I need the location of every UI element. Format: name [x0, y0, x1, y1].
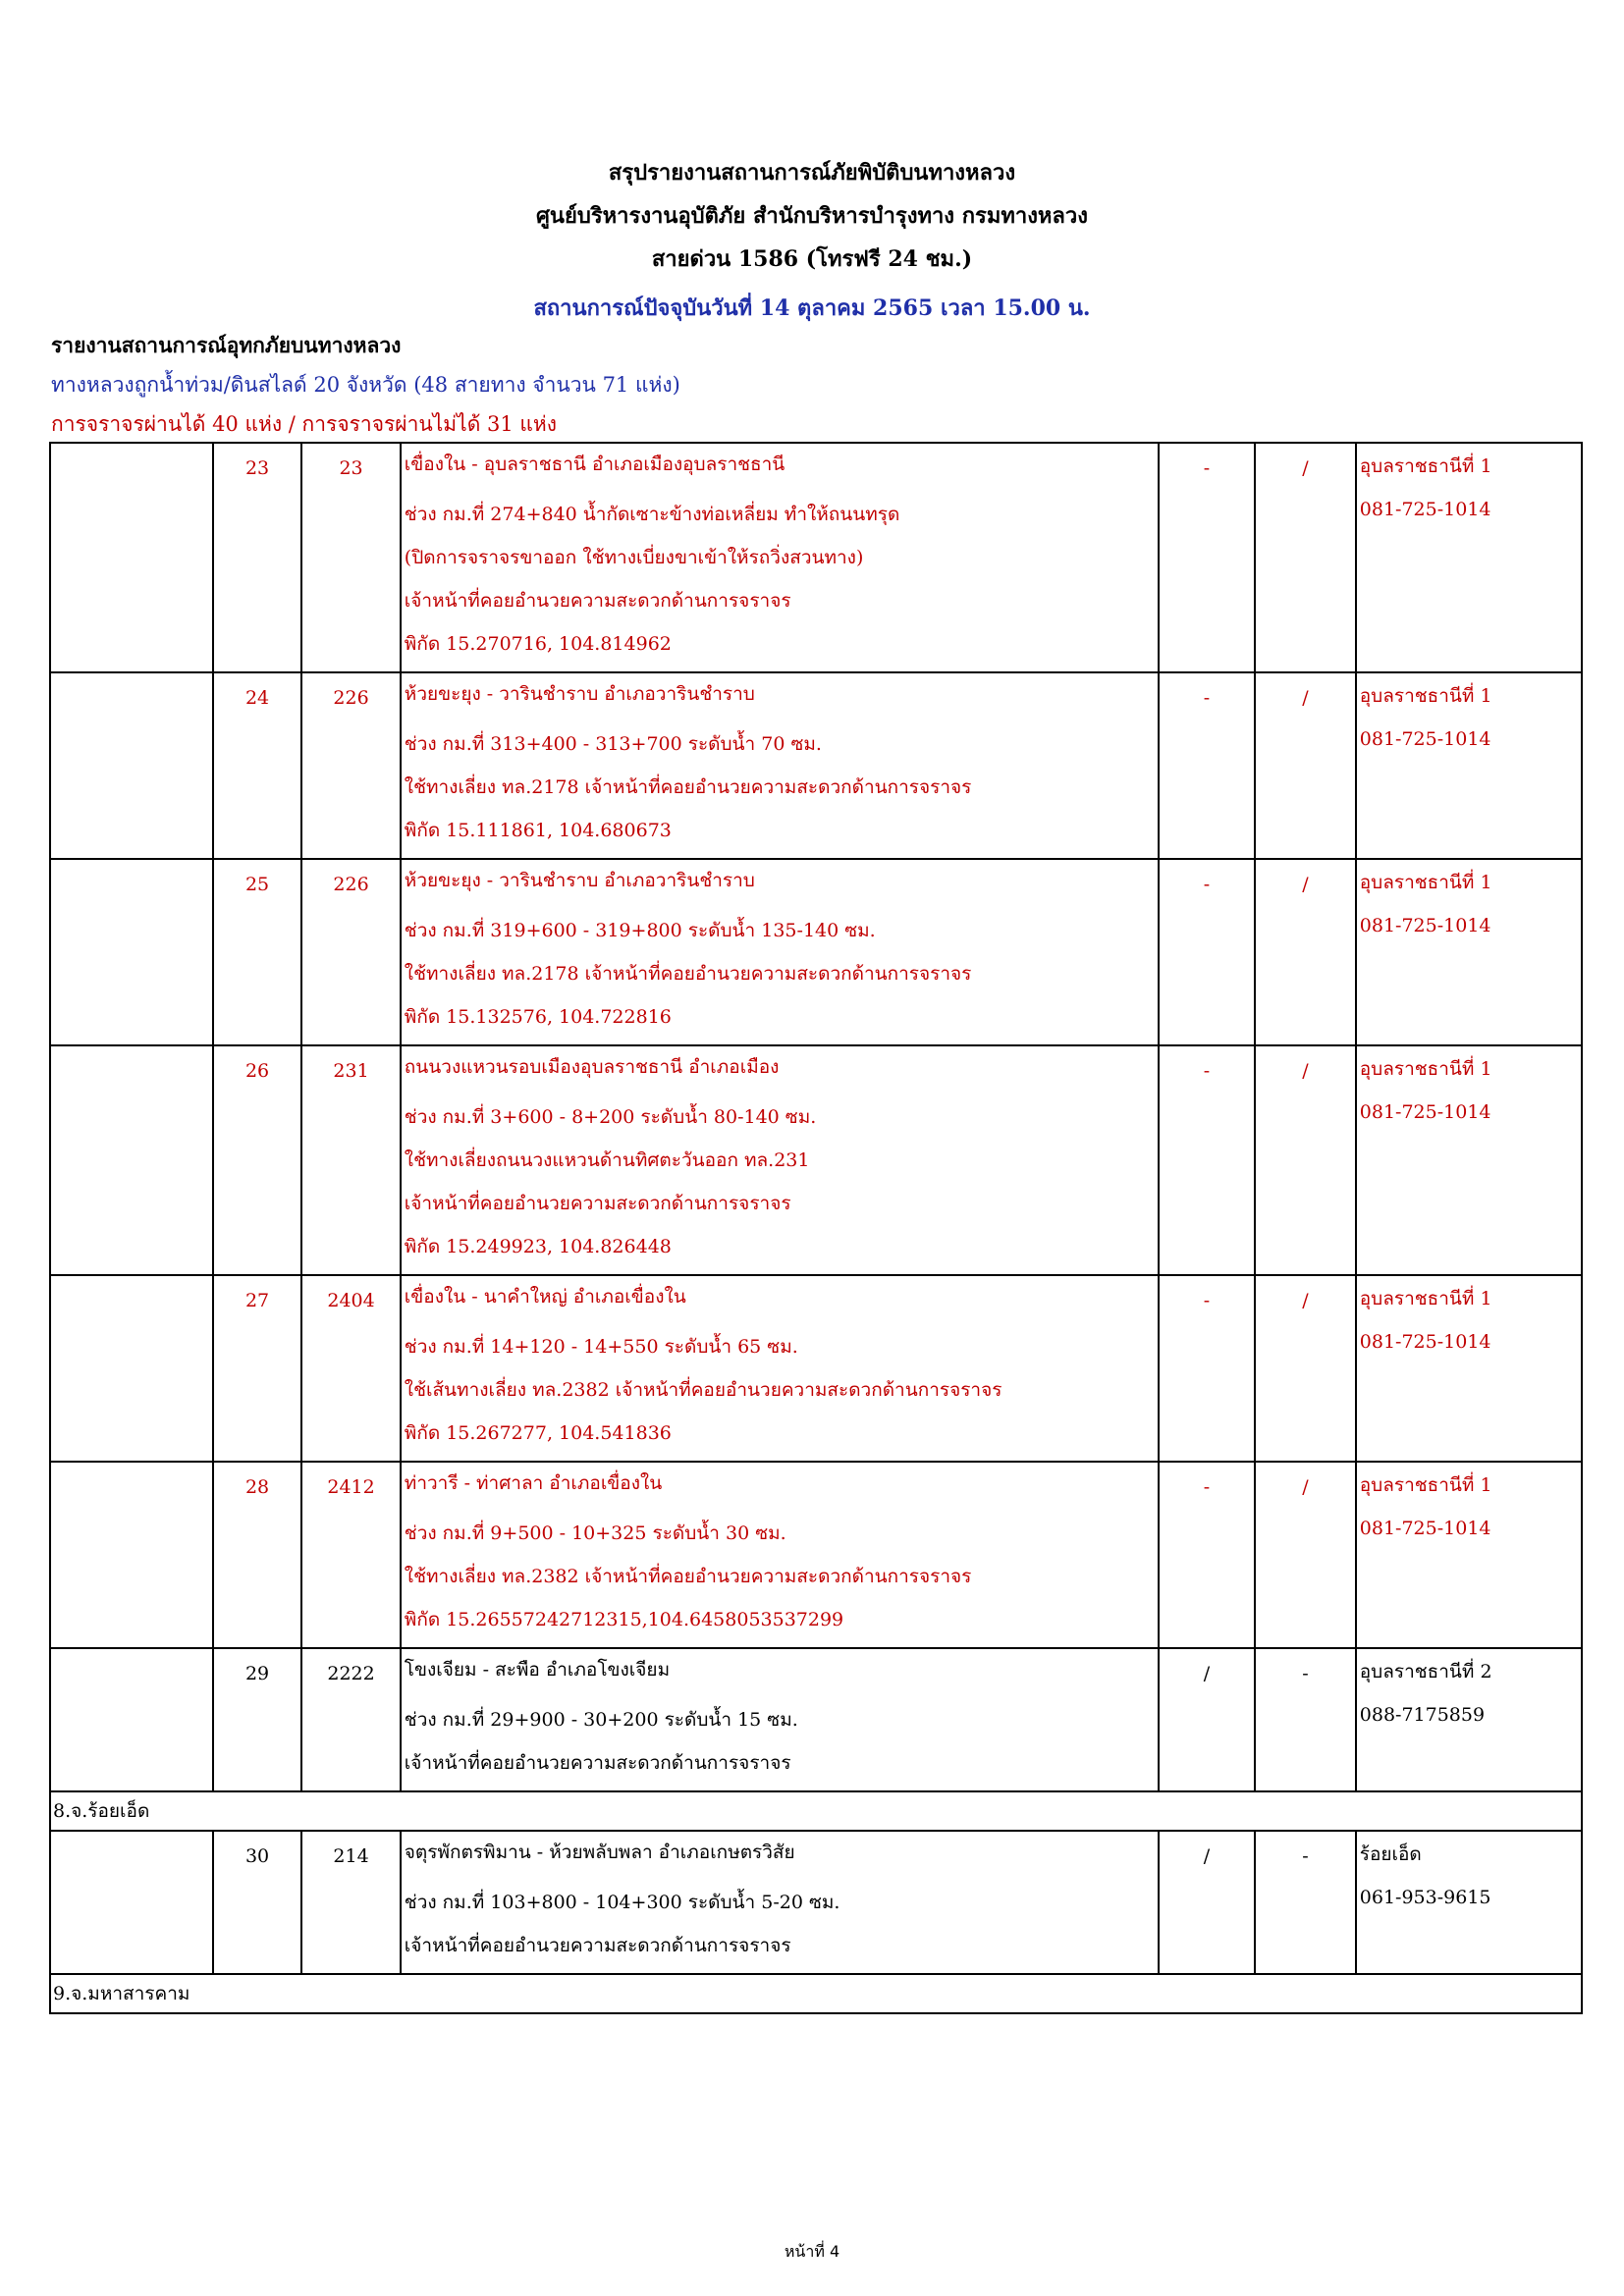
agency-contact	[1356, 672, 1582, 859]
blank-cell	[50, 1275, 213, 1462]
agency-name: ร้อยเอ็ด	[1359, 1843, 1422, 1865]
description-line: พิกัด 15.111861, 104.680673	[404, 820, 672, 841]
report-datetime: สถานการณ์ปัจจุบันวันที่ 14 ตุลาคม 2565 เวลา 15.00 น.	[533, 295, 1091, 321]
agency-phone: 081-725-1014	[1359, 1331, 1491, 1353]
page-number: หน้าที่ 4	[784, 2242, 840, 2261]
location-description	[401, 1648, 1159, 1791]
blank-cell	[50, 443, 213, 672]
agency-phone: 081-725-1014	[1359, 728, 1491, 750]
agency-name: อุบลราชธานีที่ 1	[1359, 872, 1492, 893]
location-description	[401, 672, 1159, 859]
blank-cell	[50, 1045, 213, 1275]
description-line: ใช้เส้นทางเลี่ยง ทล.2382 เจ้าหน้าที่คอยอำนวยความสะดวกด้านการจราจร	[404, 1379, 1002, 1401]
route-number: 226	[301, 672, 401, 859]
blank-cell	[50, 1462, 213, 1648]
passable-mark: /	[1159, 1831, 1256, 1974]
passable-mark: -	[1159, 443, 1256, 672]
blank-cell	[50, 672, 213, 859]
impassable-mark: /	[1255, 1275, 1356, 1462]
description-line: (ปิดการจราจรขาออก ใช้ทางเบี่ยงขาเข้าให้รถวิ่งสวนทาง)	[404, 547, 864, 568]
route-number: 2412	[301, 1462, 401, 1648]
impassable-mark: /	[1255, 443, 1356, 672]
agency-phone: 061-953-9615	[1359, 1887, 1491, 1908]
description-line: เจ้าหน้าที่คอยอำนวยความสะดวกด้านการจราจร	[404, 590, 791, 612]
description-line: ท่าวารี - ท่าศาลา อำเภอเขื่องใน	[404, 1472, 663, 1494]
description-line: ช่วง กม.ที่ 14+120 - 14+550 ระดับน้ำ 65 ซม.	[404, 1336, 798, 1358]
table-row	[50, 672, 1582, 859]
description-line: พิกัด 15.249923, 104.826448	[404, 1236, 672, 1257]
description-line: ช่วง กม.ที่ 29+900 - 30+200 ระดับน้ำ 15 ซม.	[404, 1709, 798, 1731]
description-line: ใช้ทางเลี่ยง ทล.2178 เจ้าหน้าที่คอยอำนวยความสะดวกด้านการจราจร	[404, 776, 972, 798]
description-line: เขื่องใน - นาคำใหญ่ อำเภอเขื่องใน	[404, 1286, 686, 1308]
agency-contact	[1356, 1462, 1582, 1648]
description-line: จตุรพักตรพิมาน - ห้วยพลับพลา อำเภอเกษตรวิสัย	[404, 1842, 795, 1863]
agency-phone: 081-725-1014	[1359, 1518, 1491, 1539]
description-line: พิกัด 15.270716, 104.814962	[404, 633, 672, 655]
route-number: 23	[301, 443, 401, 672]
blank-cell	[50, 859, 213, 1045]
description-line: ช่วง กม.ที่ 3+600 - 8+200 ระดับน้ำ 80-140 ซม.	[404, 1106, 817, 1128]
agency-phone: 081-725-1014	[1359, 1101, 1491, 1123]
description-line: เจ้าหน้าที่คอยอำนวยความสะดวกด้านการจราจร	[404, 1752, 791, 1774]
route-number: 231	[301, 1045, 401, 1275]
blank-cell	[50, 1648, 213, 1791]
impassable-mark: /	[1255, 672, 1356, 859]
passable-mark: -	[1159, 1462, 1256, 1648]
location-description	[401, 1045, 1159, 1275]
table-row	[50, 443, 1582, 672]
agency-phone: 081-725-1014	[1359, 499, 1491, 520]
agency-name: อุบลราชธานีที่ 1	[1359, 455, 1492, 477]
table-row	[50, 1275, 1582, 1462]
province-label: 8.จ.ร้อยเอ็ด	[50, 1791, 1582, 1831]
report-agency: ศูนย์บริหารงานอุบัติภัย สำนักบริหารบำรุงทาง กรมทางหลวง	[535, 203, 1089, 229]
report-title: สรุปรายงานสถานการณ์ภัยพิบัติบนทางหลวง	[608, 160, 1016, 186]
row-number: 28	[213, 1462, 301, 1648]
agency-contact	[1356, 859, 1582, 1045]
table-row	[50, 1045, 1582, 1275]
passable-mark: -	[1159, 672, 1256, 859]
route-number: 214	[301, 1831, 401, 1974]
impassable-mark: /	[1255, 1045, 1356, 1275]
passable-mark: -	[1159, 859, 1256, 1045]
description-line: ช่วง กม.ที่ 9+500 - 10+325 ระดับน้ำ 30 ซม.	[404, 1522, 786, 1544]
table-row	[50, 1648, 1582, 1791]
location-description	[401, 1275, 1159, 1462]
agency-name: อุบลราชธานีที่ 1	[1359, 1474, 1492, 1496]
agency-name: อุบลราชธานีที่ 2	[1359, 1661, 1492, 1682]
table-row	[50, 1831, 1582, 1974]
description-line: พิกัด 15.26557242712315,104.6458053537299	[404, 1609, 844, 1630]
report-hotline: สายด่วน 1586 (โทรฟรี 24 ชม.)	[651, 246, 973, 272]
impassable-mark: -	[1255, 1831, 1356, 1974]
row-number: 30	[213, 1831, 301, 1974]
traffic-summary: การจราจรผ่านได้ 40 แห่ง / การจราจรผ่านไม่ได้ 31 แห่ง	[51, 412, 558, 436]
description-line: ใช้ทางเลี่ยงถนนวงแหวนด้านทิศตะวันออก ทล.231	[404, 1149, 810, 1171]
agency-name: อุบลราชธานีที่ 1	[1359, 685, 1492, 707]
row-number: 29	[213, 1648, 301, 1791]
description-line: ใช้ทางเลี่ยง ทล.2178 เจ้าหน้าที่คอยอำนวยความสะดวกด้านการจราจร	[404, 963, 972, 985]
description-line: ถนนวงแหวนรอบเมืองอุบลราชธานี อำเภอเมือง	[404, 1056, 780, 1078]
route-number: 226	[301, 859, 401, 1045]
description-line: เจ้าหน้าที่คอยอำนวยความสะดวกด้านการจราจร	[404, 1935, 791, 1956]
incident-table	[49, 442, 1583, 2014]
row-number: 26	[213, 1045, 301, 1275]
description-line: ช่วง กม.ที่ 274+840 น้ำกัดเซาะข้างท่อเหลี่ยม ทำให้ถนนทรุด	[404, 504, 900, 525]
blank-cell	[50, 1831, 213, 1974]
province-header-maha-sarakham	[50, 1974, 1582, 2013]
province-label: 9.จ.มหาสารคาม	[50, 1974, 1582, 2013]
agency-contact	[1356, 1831, 1582, 1974]
description-line: ช่วง กม.ที่ 319+600 - 319+800 ระดับน้ำ 135-140 ซม.	[404, 920, 876, 941]
description-line: ใช้ทางเลี่ยง ทล.2382 เจ้าหน้าที่คอยอำนวยความสะดวกด้านการจราจร	[404, 1566, 972, 1587]
location-description	[401, 443, 1159, 672]
affected-summary: ทางหลวงถูกน้ำท่วม/ดินสไลด์ 20 จังหวัด (48 สายทาง จำนวน 71 แห่ง)	[51, 373, 680, 397]
description-line: พิกัด 15.132576, 104.722816	[404, 1006, 672, 1028]
location-description	[401, 859, 1159, 1045]
table-row	[50, 859, 1582, 1045]
agency-contact	[1356, 443, 1582, 672]
impassable-mark: /	[1255, 859, 1356, 1045]
row-number: 25	[213, 859, 301, 1045]
impassable-mark: /	[1255, 1462, 1356, 1648]
passable-mark: -	[1159, 1045, 1256, 1275]
route-number: 2222	[301, 1648, 401, 1791]
passable-mark: /	[1159, 1648, 1256, 1791]
province-header-roi-et	[50, 1791, 1582, 1831]
agency-phone: 081-725-1014	[1359, 915, 1491, 936]
agency-contact	[1356, 1275, 1582, 1462]
impassable-mark: -	[1255, 1648, 1356, 1791]
row-number: 27	[213, 1275, 301, 1462]
description-line: เขื่องใน - อุบลราชธานี อำเภอเมืองอุบลราชธานี	[404, 454, 785, 475]
row-number: 23	[213, 443, 301, 672]
route-number: 2404	[301, 1275, 401, 1462]
table-row	[50, 1462, 1582, 1648]
description-line: โขงเจียม - สะพือ อำเภอโขงเจียม	[404, 1659, 671, 1681]
agency-contact	[1356, 1045, 1582, 1275]
description-line: พิกัด 15.267277, 104.541836	[404, 1422, 672, 1444]
row-number: 24	[213, 672, 301, 859]
agency-name: อุบลราชธานีที่ 1	[1359, 1288, 1492, 1309]
description-line: เจ้าหน้าที่คอยอำนวยความสะดวกด้านการจราจร	[404, 1193, 791, 1214]
agency-contact	[1356, 1648, 1582, 1791]
passable-mark: -	[1159, 1275, 1256, 1462]
location-description	[401, 1831, 1159, 1974]
description-line: ช่วง กม.ที่ 313+400 - 313+700 ระดับน้ำ 70 ซม.	[404, 733, 822, 755]
agency-phone: 088-7175859	[1359, 1704, 1486, 1726]
description-line: ช่วง กม.ที่ 103+800 - 104+300 ระดับน้ำ 5-20 ซม.	[404, 1892, 840, 1913]
agency-name: อุบลราชธานีที่ 1	[1359, 1058, 1492, 1080]
description-line: ห้วยขะยุง - วารินชำราบ อำเภอวารินชำราบ	[404, 870, 755, 891]
description-line: ห้วยขะยุง - วารินชำราบ อำเภอวารินชำราบ	[404, 683, 755, 705]
location-description	[401, 1462, 1159, 1648]
flood-report-title: รายงานสถานการณ์อุทกภัยบนทางหลวง	[51, 333, 402, 357]
